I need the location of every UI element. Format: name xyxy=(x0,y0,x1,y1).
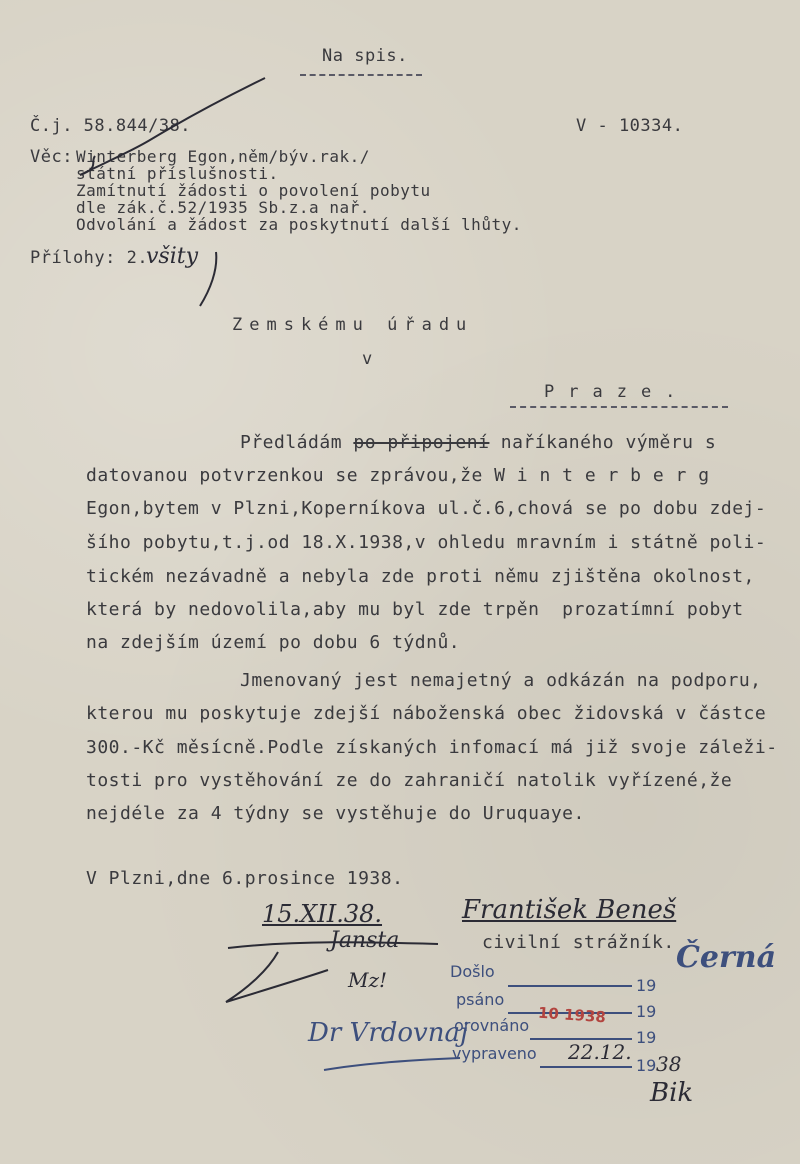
handwritten-blue-signature: Dr Vrdovnaj xyxy=(308,1018,469,1048)
address-in: v xyxy=(362,349,373,369)
ink-tail-mark xyxy=(196,250,226,310)
subject-line: dle zák.č.52/1935 Sb.z.a nař. xyxy=(76,198,370,217)
body-first-line: Předládám po připojení naříkaného výměru s xyxy=(240,432,717,453)
subject-line: státní příslušnosti. xyxy=(76,164,279,183)
handwritten-dispatch-date: 22.12. xyxy=(568,1040,632,1064)
signature: František Beneš xyxy=(462,895,677,925)
place-date: V Plzni,dne 6.prosince 1938. xyxy=(86,868,404,889)
subject-line: Zamítnutí žádosti o povolení pobytu xyxy=(76,181,431,200)
ink-stroke-mark xyxy=(60,70,270,180)
reference-number: Č.j. 58.844/38. xyxy=(30,116,192,136)
stamp-year: 19 xyxy=(636,1056,657,1075)
file-number: V - 10334. xyxy=(576,116,684,136)
handwritten-blue-name: Černá xyxy=(676,940,777,975)
body-line: na zdejším území po dobu 6 týdnů. xyxy=(86,632,461,653)
stamp-year: 19 xyxy=(636,1002,657,1021)
blue-underline xyxy=(320,1050,470,1080)
ink-flourish xyxy=(218,930,448,1010)
handwritten-date: 15.XII.38. xyxy=(262,900,383,928)
stamp-line xyxy=(508,985,632,987)
subject-line: Winterberg Egon,něm/býv.rak./ xyxy=(76,147,370,166)
attachments-handwritten: všity xyxy=(146,244,199,269)
stamp-label: psáno xyxy=(456,990,505,1009)
body-line: tickém nezávadně a nebyla zde proti němu zjištěna okolnost, xyxy=(86,566,755,587)
attachments-label: Přílohy: 2. xyxy=(30,248,149,268)
body-line: datovanou potvrzenkou se zprávou,že W i n t e r b e r g xyxy=(86,465,710,486)
subject-label: Věc: xyxy=(30,147,73,167)
body-line: šího pobytu,t.j.od 18.X.1938,v ohledu mravním i státně poli- xyxy=(86,532,767,553)
address-office: Zemskému úřadu xyxy=(232,315,474,335)
stamp-year: 19 xyxy=(636,976,657,995)
body-line: tosti pro vystěhování ze do zahraničí natolik vyřízené,že xyxy=(86,770,733,791)
body-line: Jmenovaný jest nemajetný a odkázán na podporu, xyxy=(240,670,762,691)
stamp-label: Došlo xyxy=(450,962,495,981)
address-underline xyxy=(510,406,728,408)
body-line: kterou mu poskytuje zdejší náboženská obec židovská v částce xyxy=(86,703,767,724)
body-line: nejdéle za 4 týdny se vystěhuje do Uruquaye. xyxy=(86,803,585,824)
body-line: 300.-Kč měsícně.Podle získaných infomací má již svoje záleži- xyxy=(86,737,778,758)
na-spis: Na spis. xyxy=(322,46,408,66)
address-city: Praze. xyxy=(544,382,690,402)
handwritten-mark: Mz! xyxy=(348,968,388,992)
red-received-date: 10 1938 xyxy=(537,1003,607,1027)
body-line: která by nedovolila,aby mu byl zde trpěn prozatímní pobyt xyxy=(86,599,744,620)
handwritten-signature: Jansta xyxy=(330,928,400,953)
subject-line: Odvolání a žádost za poskytnutí další lhůty. xyxy=(76,215,522,234)
handwritten-initials: Bik xyxy=(650,1078,694,1108)
body-line: Egon,bytem v Plzni,Koperníkova ul.č.6,chová se po dobu zdej- xyxy=(86,498,767,519)
stamp-label: vypraveno xyxy=(452,1044,537,1063)
stamp-label: orovnáno xyxy=(454,1016,530,1035)
na-spis-underline xyxy=(300,74,422,76)
handwritten-dispatch-year: 38 xyxy=(656,1052,682,1076)
stamp-year: 19 xyxy=(636,1028,657,1047)
signer-role: civilní strážník. xyxy=(482,932,675,953)
stamp-line xyxy=(540,1066,632,1068)
